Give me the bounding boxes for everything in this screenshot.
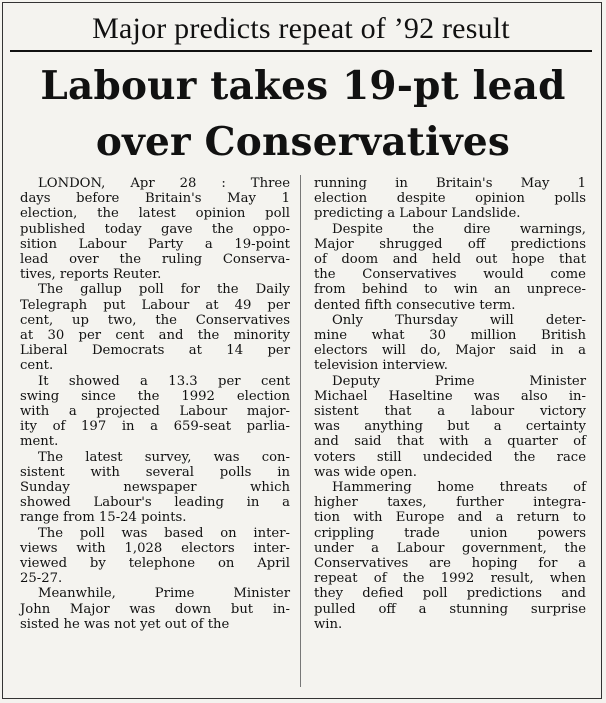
article-paragraph	[20, 282, 290, 373]
article-line: John Major was down but in-	[20, 601, 290, 617]
article-line: predicting a Labour Landslide.	[314, 206, 521, 222]
article-paragraph	[314, 222, 586, 313]
article-paragraph	[20, 586, 290, 632]
article-line: Meanwhile, Prime Minister	[38, 586, 290, 602]
article-line: the Conservatives would come	[314, 267, 586, 283]
article-line: win.	[314, 616, 343, 632]
article-line: lead over the ruling Conserva-	[20, 252, 290, 268]
article-line: voters still undecided the race	[314, 449, 586, 465]
article-line: Telegraph put Labour at 49 per	[20, 297, 290, 313]
article-line: cent, up two, the Conservatives	[20, 312, 290, 328]
article-line: published today gave the oppo-	[20, 221, 290, 237]
article-line: election, the latest opinion poll	[20, 206, 290, 222]
article-paragraph	[20, 526, 290, 587]
article-line: running in Britain's May 1	[314, 176, 586, 191]
article-line: television interview.	[314, 358, 448, 374]
article-line: cent.	[20, 358, 54, 374]
article-line: sition Labour Party a 19-point	[20, 236, 290, 252]
article-line: under a Labour government, the	[314, 540, 586, 556]
article-line: Deputy Prime Minister	[332, 373, 586, 389]
kicker-headline: Major predicts repeat of ’92 result	[10, 12, 592, 52]
article-line: sistent that a labour victory	[314, 404, 586, 420]
article-line: crippling trade union powers	[314, 525, 586, 541]
article-line: Major shrugged off predictions	[314, 236, 586, 252]
article-line: ment.	[20, 434, 59, 450]
article-line: of doom and held out hope that	[314, 252, 586, 268]
article-line: showed Labour's leading in a	[20, 495, 290, 511]
column-divider	[300, 175, 301, 687]
article-paragraph	[314, 374, 586, 480]
article-line: range from 15-24 points.	[20, 510, 187, 526]
main-headline	[8, 58, 598, 170]
article-line: was wide open.	[314, 464, 417, 480]
article-line: with a projected Labour major-	[20, 404, 290, 420]
article-line: tives, reports Reuter.	[20, 267, 162, 283]
article-paragraph	[20, 176, 290, 282]
article-line: pulled off a stunning surprise	[314, 601, 586, 617]
article-paragraph	[20, 450, 290, 526]
article-line: dented fifth consecutive term.	[314, 297, 516, 313]
article-line: electors will do, Major said in a	[314, 343, 586, 359]
article-line: Michael Haseltine was also in-	[314, 388, 586, 404]
article-line: and said that with a quarter of	[314, 434, 586, 450]
article-paragraph	[314, 480, 586, 632]
article-line: Hammering home threats of	[332, 480, 586, 496]
article-line: mine what 30 million British	[314, 328, 586, 344]
article-line: from behind to win an unprece-	[314, 282, 586, 298]
article-line: was anything but a certainty	[314, 419, 586, 435]
article-line: Only Thursday will deter-	[332, 312, 586, 328]
article-line: viewed by telephone on April	[20, 556, 290, 572]
article-line: Conservatives are hoping for a	[314, 556, 586, 572]
article-line: tion with Europe and a return to	[314, 510, 586, 526]
article-column-right	[314, 176, 586, 632]
article-paragraph	[314, 176, 586, 222]
article-line: days before Britain's May 1	[20, 191, 290, 207]
article-line: The gallup poll for the Daily	[38, 282, 290, 298]
article-line: LONDON, Apr 28 : Three	[38, 176, 290, 191]
article-line: at 30 per cent and the minority	[20, 328, 290, 344]
article-line: Despite the dire warnings,	[332, 221, 586, 237]
article-paragraph	[20, 374, 290, 450]
headline-line-1: Labour takes 19-pt lead	[40, 63, 566, 109]
article-column-left	[20, 176, 290, 632]
article-line: 25-27.	[20, 571, 63, 587]
article-line: sistent with several polls in	[20, 464, 290, 480]
article-line: election despite opinion polls	[314, 191, 586, 207]
article-line: Liberal Democrats at 14 per	[20, 343, 290, 359]
article-line: Sunday newspaper which	[20, 480, 290, 496]
article-line: ity of 197 in a 659-seat parlia-	[20, 419, 290, 435]
article-line: The latest survey, was con-	[38, 449, 290, 465]
article-line: It showed a 13.3 per cent	[38, 373, 290, 389]
article-line: they defied poll predictions and	[314, 586, 586, 602]
article-line: swing since the 1992 election	[20, 388, 290, 404]
article-line: sisted he was not yet out of the	[20, 616, 230, 632]
article-line: higher taxes, further integra-	[314, 495, 586, 511]
article-paragraph	[314, 313, 586, 374]
headline-line-2: over Conservatives	[95, 119, 511, 165]
article-line: repeat of the 1992 result, when	[314, 571, 586, 587]
article-line: views with 1,028 electors inter-	[20, 540, 290, 556]
article-line: The poll was based on inter-	[38, 525, 290, 541]
